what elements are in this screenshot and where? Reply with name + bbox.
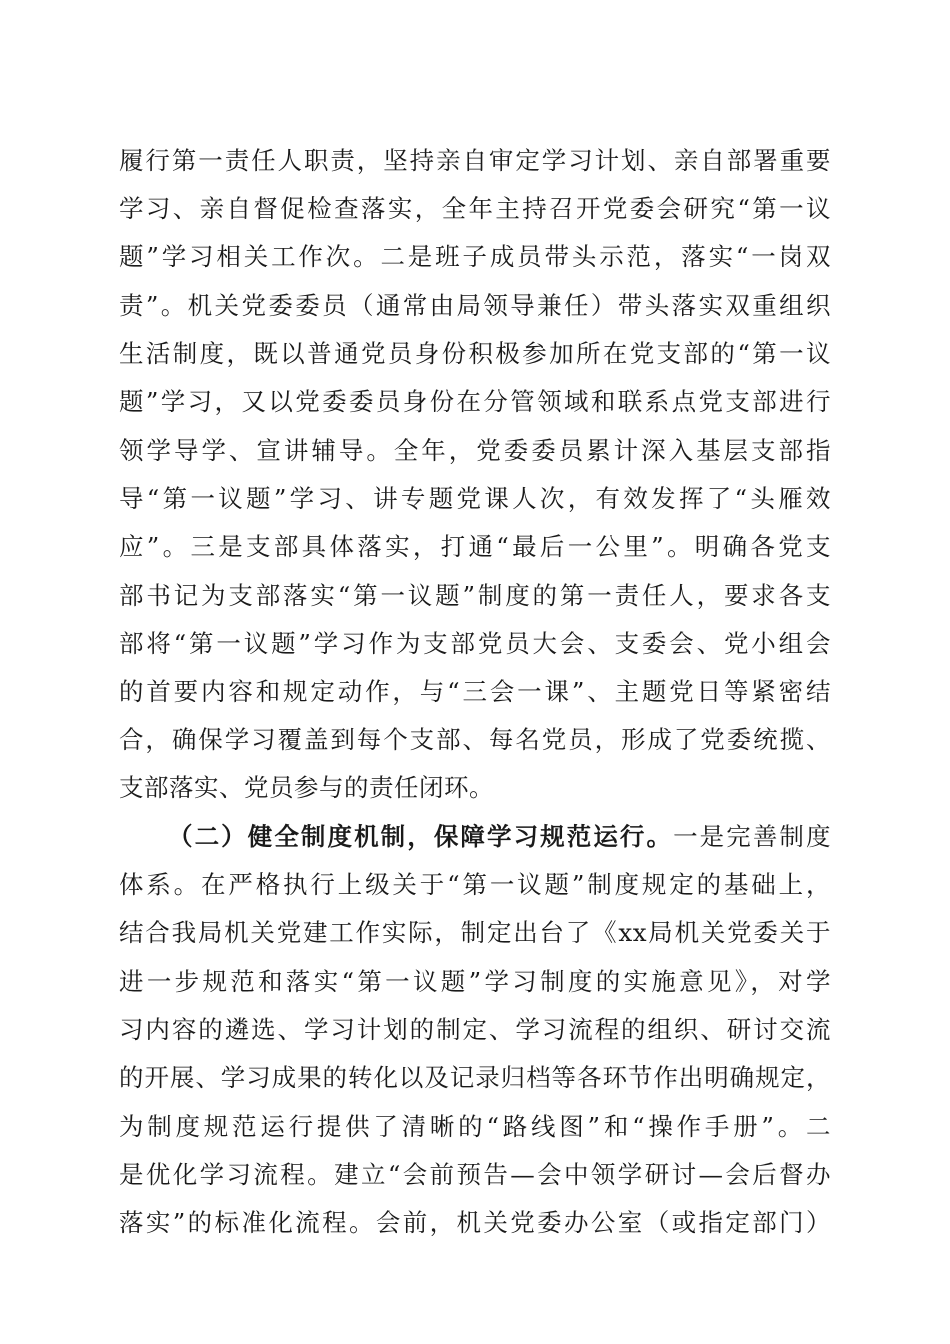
text-line: 落实”的标准化流程。会前，机关党委办公室（或指定部门） [119,1208,831,1237]
text-line: 进一步规范和落实“第一议题”学习制度的实施意见》，对学 [119,967,831,996]
text-line: 体系。在严格执行上级关于“第一议题”制度规定的基础上， [119,870,831,899]
text-line: 学习、亲自督促检查落实，全年主持召开党委会研究“第一议 [119,194,831,223]
text-line: 结合我局机关党建工作实际，制定出台了《xx局机关党委关于 [119,918,831,947]
text-line: 生活制度，既以普通党员身份积极参加所在党支部的“第一议 [119,339,831,368]
text-line: 领学导学、宣讲辅导。全年，党委委员累计深入基层支部指 [119,436,831,465]
text-line: 责”。机关党委委员（通常由局领导兼任）带头落实双重组织 [119,291,831,320]
section-heading: （二）健全制度机制，保障学习规范运行。 [168,822,674,851]
text-line: 履行第一责任人职责，坚持亲自审定学习计划、亲自部署重要 [119,146,831,175]
text-line: 部将“第一议题”学习作为支部党员大会、支委会、党小组会 [119,629,831,658]
text-line: 的首要内容和规定动作，与“三会一课”、主题党日等紧密结 [119,677,831,706]
section-heading-line [168,817,831,857]
text-line: 的开展、学习成果的转化以及记录归档等各环节作出明确规定， [119,1063,831,1092]
text-line: 为制度规范运行提供了清晰的“路线图”和“操作手册”。二 [119,1112,831,1141]
text-line: 合，确保学习覆盖到每个支部、每名党员，形成了党委统揽、 [119,725,831,754]
text-line: 是优化学习流程。建立“会前预告—会中领学研讨—会后督办 [119,1160,831,1189]
text-line: 题”学习，又以党委委员身份在分管领域和联系点党支部进行 [119,387,831,416]
heading-line-text: 一是完善制度 [673,822,832,851]
text-line: 习内容的遴选、学习计划的制定、学习流程的组织、研讨交流 [119,1015,831,1044]
text-line: 部书记为支部落实“第一议题”制度的第一责任人，要求各支 [119,581,831,610]
text-line: 题”学习相关工作次。二是班子成员带头示范，落实“一岗双 [119,242,831,271]
text-line: 支部落实、党员参与的责任闭环。 [119,773,494,802]
text-line: 应”。三是支部具体落实，打通“最后一公里”。明确各党支 [119,532,831,561]
text-line: 导“第一议题”学习、讲专题党课人次，有效发挥了“头雁效 [119,484,831,513]
